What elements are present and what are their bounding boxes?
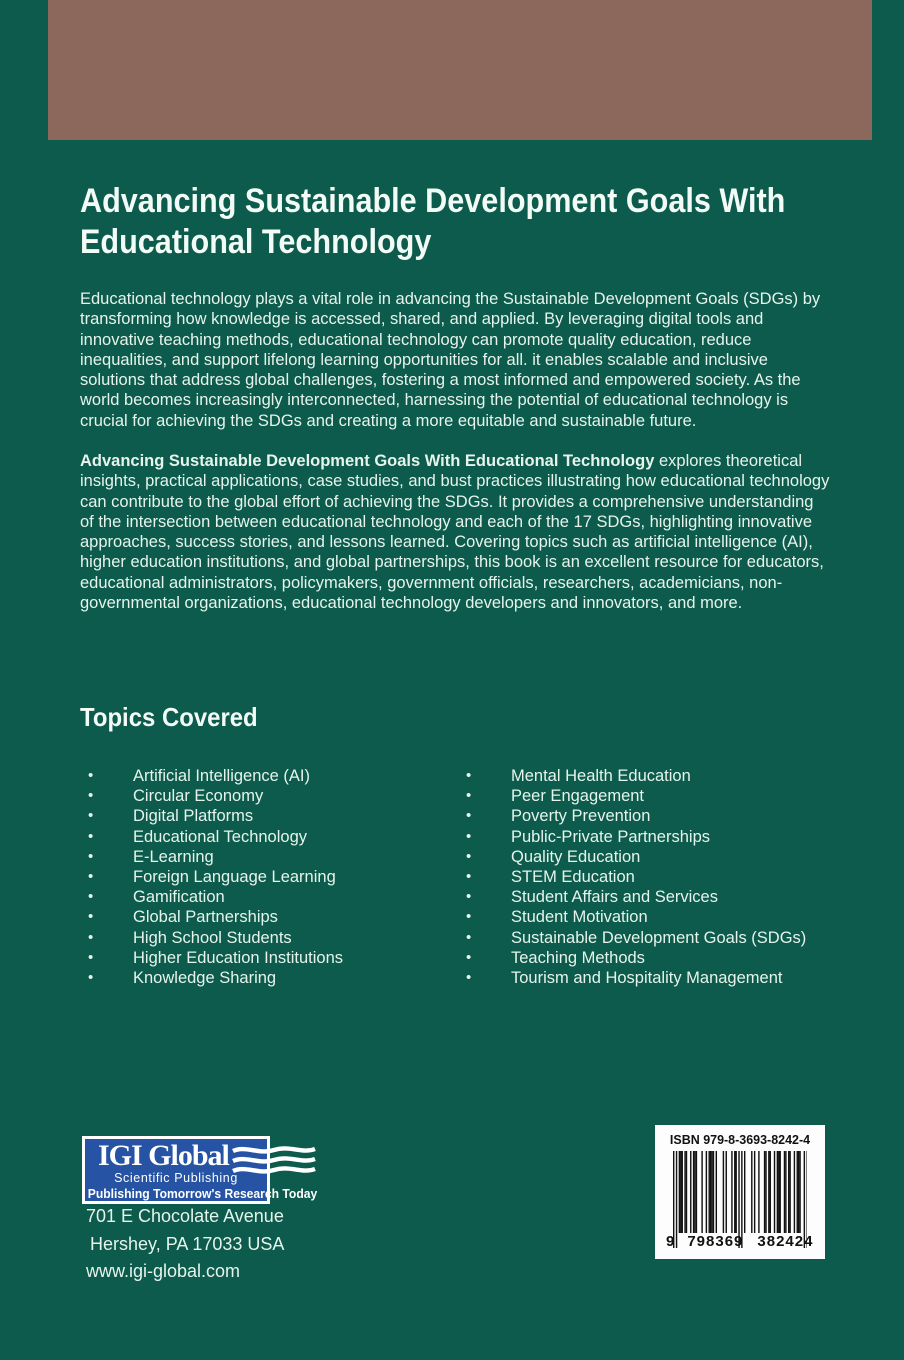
bullet-icon: • bbox=[466, 787, 472, 805]
topic-item bbox=[88, 847, 466, 867]
topic-label: Tourism and Hospitality Management bbox=[511, 969, 783, 988]
book-title-line1: Advancing Sustainable Development Goals With bbox=[80, 182, 786, 220]
topic-item bbox=[466, 887, 836, 907]
topic-label: Foreign Language Learning bbox=[133, 868, 336, 887]
topic-label: Knowledge Sharing bbox=[133, 969, 277, 988]
topic-label: Student Affairs and Services bbox=[511, 888, 718, 907]
topic-item bbox=[88, 827, 466, 847]
topics-list-right bbox=[466, 766, 836, 988]
bullet-icon: • bbox=[466, 948, 472, 966]
topic-item bbox=[88, 907, 466, 927]
topic-item bbox=[466, 948, 836, 968]
publisher-tagline: Publishing Tomorrow's Research Today bbox=[87, 1187, 318, 1201]
topic-label: Digital Platforms bbox=[133, 807, 254, 826]
topic-item bbox=[466, 867, 836, 887]
topic-label: Gamification bbox=[133, 888, 225, 907]
topic-item bbox=[466, 766, 836, 786]
topic-label: High School Students bbox=[133, 928, 292, 947]
bullet-icon: • bbox=[466, 908, 472, 926]
publisher-wordmark: IGI Global bbox=[98, 1139, 229, 1172]
topic-label: Higher Education Institutions bbox=[133, 948, 344, 967]
topic-item bbox=[88, 867, 466, 887]
barcode-digit-group-right: 382424 bbox=[757, 1233, 814, 1250]
bullet-icon: • bbox=[88, 888, 94, 906]
publisher-website: www.igi-global.com bbox=[86, 1261, 241, 1281]
topic-label: E-Learning bbox=[133, 847, 214, 866]
topics-section bbox=[88, 766, 836, 988]
wave-lines-icon bbox=[232, 1144, 316, 1178]
topic-label: Global Partnerships bbox=[133, 908, 278, 927]
bullet-icon: • bbox=[88, 908, 94, 926]
isbn-panel bbox=[655, 1125, 825, 1259]
bullet-icon: • bbox=[88, 847, 94, 865]
topic-label: Poverty Prevention bbox=[511, 807, 651, 826]
book-title-line2: Educational Technology bbox=[80, 223, 432, 261]
bullet-icon: • bbox=[466, 969, 472, 987]
bullet-icon: • bbox=[466, 847, 472, 865]
description-paragraph-2 bbox=[80, 451, 830, 613]
topic-label: Teaching Methods bbox=[511, 948, 645, 967]
barcode-digit-group-left: 798369 bbox=[687, 1233, 744, 1250]
bullet-icon: • bbox=[466, 868, 472, 886]
book-title bbox=[80, 181, 854, 263]
bullet-icon: • bbox=[466, 928, 472, 946]
publisher-logo bbox=[82, 1136, 402, 1206]
isbn-label: ISBN 979-8-3693-8242-4 bbox=[669, 1132, 811, 1147]
bullet-icon: • bbox=[88, 868, 94, 886]
topic-label: Quality Education bbox=[511, 847, 641, 866]
publisher-address-line2: Hershey, PA 17033 USA bbox=[90, 1233, 285, 1254]
topic-item bbox=[88, 766, 466, 786]
bullet-icon: • bbox=[88, 767, 94, 784]
publisher-address-line1: 701 E Chocolate Avenue bbox=[86, 1206, 284, 1226]
bullet-icon: • bbox=[88, 807, 94, 825]
topic-label: Educational Technology bbox=[133, 827, 307, 846]
topic-item bbox=[88, 887, 466, 907]
barcode-digit-first: 9 bbox=[666, 1233, 675, 1250]
bullet-icon: • bbox=[466, 807, 472, 825]
bullet-icon: • bbox=[466, 767, 472, 784]
bullet-icon: • bbox=[466, 888, 472, 906]
barcode-digits bbox=[662, 1235, 818, 1248]
topic-item bbox=[466, 827, 836, 847]
bullet-icon: • bbox=[88, 827, 94, 845]
bullet-icon: • bbox=[88, 928, 94, 946]
topic-item bbox=[466, 968, 836, 988]
topic-label: Circular Economy bbox=[133, 787, 264, 806]
description-paragraph-2-text: explores theoretical insights, practical applications, case studies, and bust practices illustrating how educational technology can contribute to the global effort of achieving the SDGs. It provides a comprehensive understanding of the intersection between educational technology and each of the 17 SDGs, highlighting innovative approaches, success stories, and lessons learned. Covering topics such as artificial intelligence (AI), higher education institutions, and global partnerships, this book is an excellent resource for educators, educational administrators, policymakers, government officials, researchers, academicians, non-governmental organizations, educational technology developers and innovators, and more. bbox=[80, 452, 830, 613]
bullet-icon: • bbox=[88, 948, 94, 966]
topic-item bbox=[466, 786, 836, 806]
topic-label: Mental Health Education bbox=[511, 767, 691, 785]
topic-label: Student Motivation bbox=[511, 908, 648, 927]
topic-item bbox=[88, 806, 466, 826]
description-paragraph-1: Educational technology plays a vital role in advancing the Sustainable Development Goals (SDGs) by transforming how knowledge is accessed, shared, and applied. By leveraging digital tools and innovative teaching methods, educational technology can promote quality education, reduce inequalities, and support lifelong learning opportunities for all. it enables scalable and inclusive solutions that address global challenges, fostering a most informed and empowered society. As the world becomes increasingly interconnected, harnessing the potential of educational technology is crucial for achieving the SDGs and creating a more equitable and sustainable future. bbox=[80, 290, 821, 430]
topic-label: Public-Private Partnerships bbox=[511, 827, 710, 846]
topic-item bbox=[88, 786, 466, 806]
publisher-address bbox=[86, 1203, 284, 1286]
topic-item bbox=[466, 806, 836, 826]
topics-heading: Topics Covered bbox=[80, 702, 258, 732]
topic-item bbox=[88, 948, 466, 968]
bullet-icon: • bbox=[88, 787, 94, 805]
topic-item bbox=[466, 928, 836, 948]
topic-item bbox=[466, 847, 836, 867]
publisher-subtitle: Scientific Publishing bbox=[114, 1171, 238, 1185]
topic-label: Sustainable Development Goals (SDGs) bbox=[511, 928, 807, 947]
topic-label: Artificial Intelligence (AI) bbox=[133, 767, 310, 785]
topic-item bbox=[88, 928, 466, 948]
topic-item bbox=[88, 968, 466, 988]
topics-list-left bbox=[88, 766, 466, 988]
topic-label: Peer Engagement bbox=[511, 787, 645, 806]
bullet-icon: • bbox=[88, 969, 94, 987]
top-color-banner bbox=[48, 0, 872, 140]
book-title-inline: Advancing Sustainable Development Goals With Educational Technology bbox=[80, 452, 655, 470]
topic-item bbox=[466, 907, 836, 927]
bullet-icon: • bbox=[466, 827, 472, 845]
topic-label: STEM Education bbox=[511, 868, 635, 887]
